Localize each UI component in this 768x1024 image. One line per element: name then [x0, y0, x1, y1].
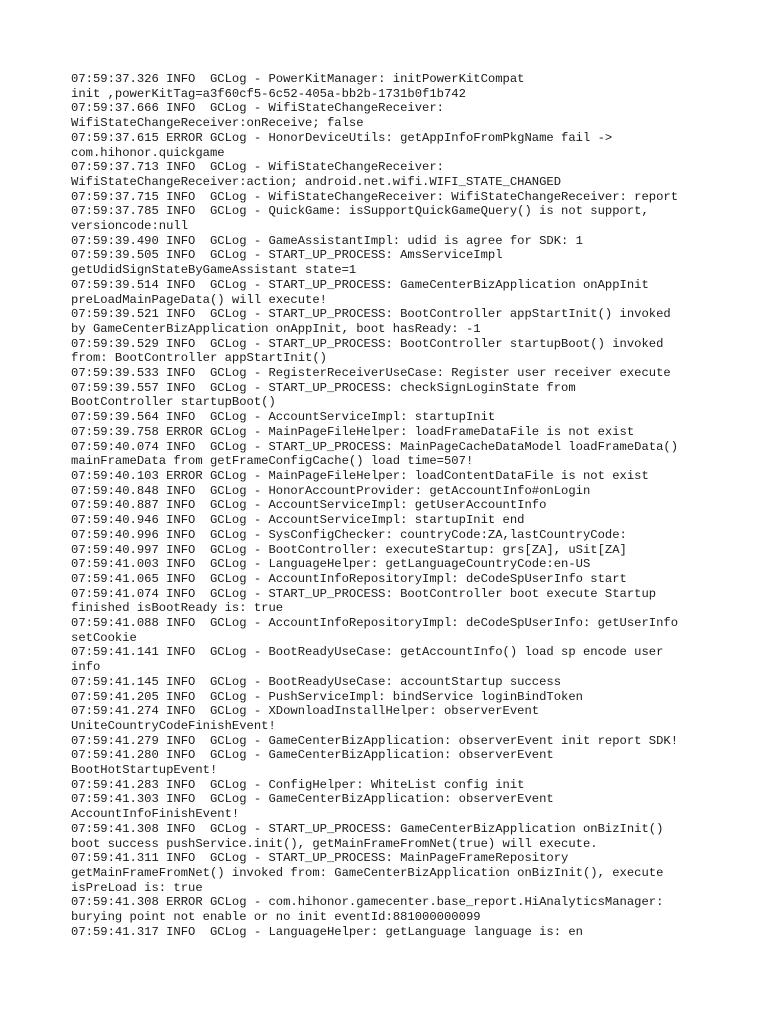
log-line: 07:59:37.715 INFO GCLog - WifiStateChangeReceiver: WifiStateChangeReceiver: report: [71, 189, 679, 204]
log-line: isPreLoad is: true: [71, 880, 203, 895]
log-document: [71, 72, 711, 939]
log-line: 07:59:41.145 INFO GCLog - BootReadyUseCase: accountStartup success: [71, 674, 562, 689]
log-line: 07:59:41.311 INFO GCLog - START_UP_PROCESS: MainPageFrameRepository: [71, 851, 569, 866]
log-line: 07:59:39.533 INFO GCLog - RegisterReceiverUseCase: Register user receiver execute: [71, 366, 671, 381]
log-line: getMainFrameFromNet() invoked from: GameCenterBizApplication onBizInit(), execute: [71, 865, 664, 880]
log-line: 07:59:41.280 INFO GCLog - GameCenterBizApplication: observerEvent: [71, 748, 554, 763]
log-line: 07:59:41.279 INFO GCLog - GameCenterBizApplication: observerEvent init report SDK!: [71, 733, 679, 748]
log-line: finished isBootReady is: true: [71, 601, 284, 616]
log-line: 07:59:41.074 INFO GCLog - START_UP_PROCESS: BootController boot execute Startup: [71, 586, 657, 601]
log-line: 07:59:41.308 INFO GCLog - START_UP_PROCESS: GameCenterBizApplication onBizInit(): [71, 821, 664, 836]
log-line: 07:59:41.303 INFO GCLog - GameCenterBizApplication: observerEvent: [71, 792, 554, 807]
log-line: AccountInfoFinishEvent!: [71, 807, 240, 822]
log-line: init ,powerKitTag=a3f60cf5-6c52-405a-bb2b-1731b0f1b742: [71, 86, 466, 101]
log-line: 07:59:40.103 ERROR GCLog - MainPageFileHelper: loadContentDataFile is not exist: [71, 468, 649, 483]
log-line: 07:59:41.274 INFO GCLog - XDownloadInstallHelper: observerEvent: [71, 704, 540, 719]
log-line: info: [71, 660, 101, 675]
log-line: burying point not enable or no init eventId:881000000099: [71, 910, 481, 925]
log-line: 07:59:39.490 INFO GCLog - GameAssistantImpl: udid is agree for SDK: 1: [71, 233, 583, 248]
log-line: 07:59:37.615 ERROR GCLog - HonorDeviceUtils: getAppInfoFromPkgName fail ->: [71, 130, 613, 145]
log-line: 07:59:40.848 INFO GCLog - HonorAccountProvider: getAccountInfo#onLogin: [71, 483, 591, 498]
log-line: 07:59:39.564 INFO GCLog - AccountServiceImpl: startupInit: [71, 410, 496, 425]
log-line: 07:59:39.514 INFO GCLog - START_UP_PROCESS: GameCenterBizApplication onAppInit: [71, 277, 649, 292]
log-line: 07:59:41.283 INFO GCLog - ConfigHelper: WhiteList config init: [71, 777, 525, 792]
log-line: getUdidSignStateByGameAssistant state=1: [71, 263, 357, 278]
log-line: 07:59:39.557 INFO GCLog - START_UP_PROCESS: checkSignLoginState from: [71, 380, 576, 395]
log-line: 07:59:40.074 INFO GCLog - START_UP_PROCESS: MainPageCacheDataModel loadFrameData(): [71, 439, 679, 454]
log-line: com.hihonor.quickgame: [71, 145, 225, 160]
log-line: preLoadMainPageData() will execute!: [71, 292, 327, 307]
log-line: 07:59:39.521 INFO GCLog - START_UP_PROCESS: BootController appStartInit() invoked: [71, 307, 671, 322]
log-line: 07:59:39.758 ERROR GCLog - MainPageFileHelper: loadFrameDataFile is not exist: [71, 424, 635, 439]
log-line: 07:59:41.308 ERROR GCLog - com.hihonor.gamecenter.base_report.HiAnalyticsManager:: [71, 895, 664, 910]
log-line: versioncode:null: [71, 219, 189, 234]
log-line: 07:59:41.205 INFO GCLog - PushServiceImpl: bindService loginBindToken: [71, 689, 583, 704]
log-line: 07:59:39.505 INFO GCLog - START_UP_PROCESS: AmsServiceImpl: [71, 248, 503, 263]
log-line: mainFrameData from getFrameConfigCache() load time=507!: [71, 454, 474, 469]
log-line: 07:59:39.529 INFO GCLog - START_UP_PROCESS: BootController startupBoot() invoked: [71, 336, 664, 351]
log-line: 07:59:37.666 INFO GCLog - WifiStateChangeReceiver:: [71, 101, 444, 116]
log-line: 07:59:41.003 INFO GCLog - LanguageHelper: getLanguageCountryCode:en-US: [71, 557, 591, 572]
log-line: setCookie: [71, 630, 137, 645]
log-line: 07:59:40.997 INFO GCLog - BootController: executeStartup: grs[ZA], uSit[ZA]: [71, 542, 627, 557]
log-line: 07:59:40.996 INFO GCLog - SysConfigChecker: countryCode:ZA,lastCountryCode:: [71, 527, 627, 542]
log-line: from: BootController appStartInit(): [71, 351, 327, 366]
log-line: WifiStateChangeReceiver:action; android.net.wifi.WIFI_STATE_CHANGED: [71, 174, 562, 189]
log-line: 07:59:41.141 INFO GCLog - BootReadyUseCase: getAccountInfo() load sp encode user: [71, 645, 664, 660]
log-line: WifiStateChangeReceiver:onReceive; false: [71, 116, 364, 131]
log-line: 07:59:41.065 INFO GCLog - AccountInfoRepositoryImpl: deCodeSpUserInfo start: [71, 571, 627, 586]
log-line: by GameCenterBizApplication onAppInit, boot hasReady: -1: [71, 321, 481, 336]
log-line: BootController startupBoot(): [71, 395, 276, 410]
log-line: 07:59:37.326 INFO GCLog - PowerKitManager: initPowerKitCompat: [71, 72, 525, 86]
log-line: UniteCountryCodeFinishEvent!: [71, 718, 276, 733]
log-line: BootHotStartupEvent!: [71, 763, 218, 778]
log-line: 07:59:41.088 INFO GCLog - AccountInfoRepositoryImpl: deCodeSpUserInfo: getUserInfo: [71, 616, 679, 631]
log-line: 07:59:37.785 INFO GCLog - QuickGame: isSupportQuickGameQuery() is not support,: [71, 204, 649, 219]
log-line: 07:59:40.887 INFO GCLog - AccountServiceImpl: getUserAccountInfo: [71, 498, 547, 513]
log-line: boot success pushService.init(), getMainFrameFromNet(true) will execute.: [71, 836, 598, 851]
log-line: 07:59:41.317 INFO GCLog - LanguageHelper: getLanguage language is: en: [71, 924, 583, 939]
log-line: 07:59:40.946 INFO GCLog - AccountServiceImpl: startupInit end: [71, 513, 525, 528]
log-line: 07:59:37.713 INFO GCLog - WifiStateChangeReceiver:: [71, 160, 444, 175]
